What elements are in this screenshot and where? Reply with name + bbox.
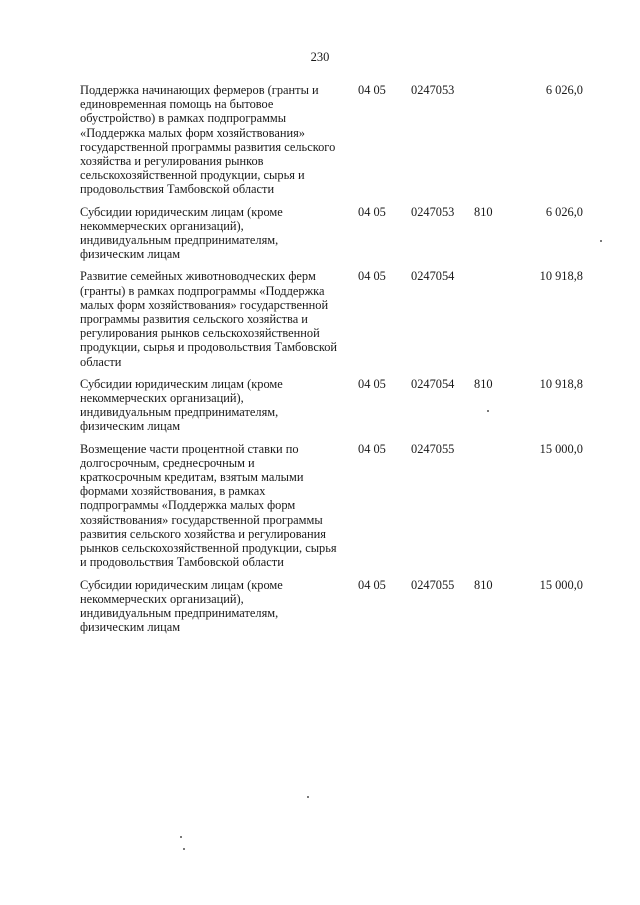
row-section-code: 04 05 [358,441,386,456]
scan-speck [600,240,602,242]
page-number: 230 [310,50,330,64]
budget-table [0,83,640,642]
row-target-code: 0247053 [411,83,455,97]
table-row [0,205,640,262]
row-expense-type: 810 [474,376,493,391]
table-row [0,377,640,434]
row-section-code: 04 05 [358,577,386,592]
table-row [0,578,640,635]
row-expense-type: 810 [474,577,493,592]
row-target-code: 0247054 [411,376,455,391]
row-description: Субсидии юридическим лицам (кроме некоммерческих организаций), индивидуальным предпринимателям, физическим лицам [80,577,283,635]
row-section-code: 04 05 [358,269,386,284]
row-amount: 15 000,0 [539,577,583,592]
row-amount: 6 026,0 [545,204,583,219]
row-target-code: 0247055 [411,441,455,456]
row-target-code: 0247055 [411,577,455,592]
table-row [0,442,640,570]
scan-speck [183,848,185,850]
row-description: Субсидии юридическим лицам (кроме некоммерческих организаций), индивидуальным предпринимателям, физическим лицам [80,376,283,434]
row-target-code: 0247053 [411,204,455,219]
table-row [0,83,640,197]
row-section-code: 04 05 [358,204,386,219]
row-description: Развитие семейных животноводческих ферм (гранты) в рамках подпрограммы «Поддержка малых форм хозяйствования» государственной программы развития сельского хозяйства и регулирования рынков сельскохозяйственной продукции, сырья и продовольствия Тамбовской области [80,269,338,369]
scan-speck [307,796,309,798]
table-row [0,269,640,368]
row-amount: 6 026,0 [545,83,583,97]
row-description: Поддержка начинающих фермеров (гранты и единовременная помощь на бытовое обустройство) в рамках подпрограммы «Поддержка малых форм хозяйствования» государственной программы развития сельского хозяйства и регулирования рынков сельскохозяйственной продукции, сырья и продовольствия Тамбовской области [80,83,336,197]
row-target-code: 0247054 [411,269,455,284]
row-description: Возмещение части процентной ставки по долгосрочным, среднесрочным и краткосрочным кредитам, взятым малыми формами хозяйствования, в рамках подпрограммы «Поддержка малых форм хозяйствования» государственной программы развития сельского хозяйства и регулирования рынков сельскохозяйственной продукции, сырья и продовольствия Тамбовской области [80,441,337,570]
row-amount: 10 918,8 [539,269,583,284]
row-amount: 10 918,8 [539,376,583,391]
scan-speck [180,836,182,838]
row-description: Субсидии юридическим лицам (кроме некоммерческих организаций), индивидуальным предпринимателям, физическим лицам [80,204,283,262]
scan-speck [487,410,489,412]
row-expense-type: 810 [474,204,493,219]
row-section-code: 04 05 [358,376,386,391]
row-section-code: 04 05 [358,83,386,97]
row-amount: 15 000,0 [539,441,583,456]
